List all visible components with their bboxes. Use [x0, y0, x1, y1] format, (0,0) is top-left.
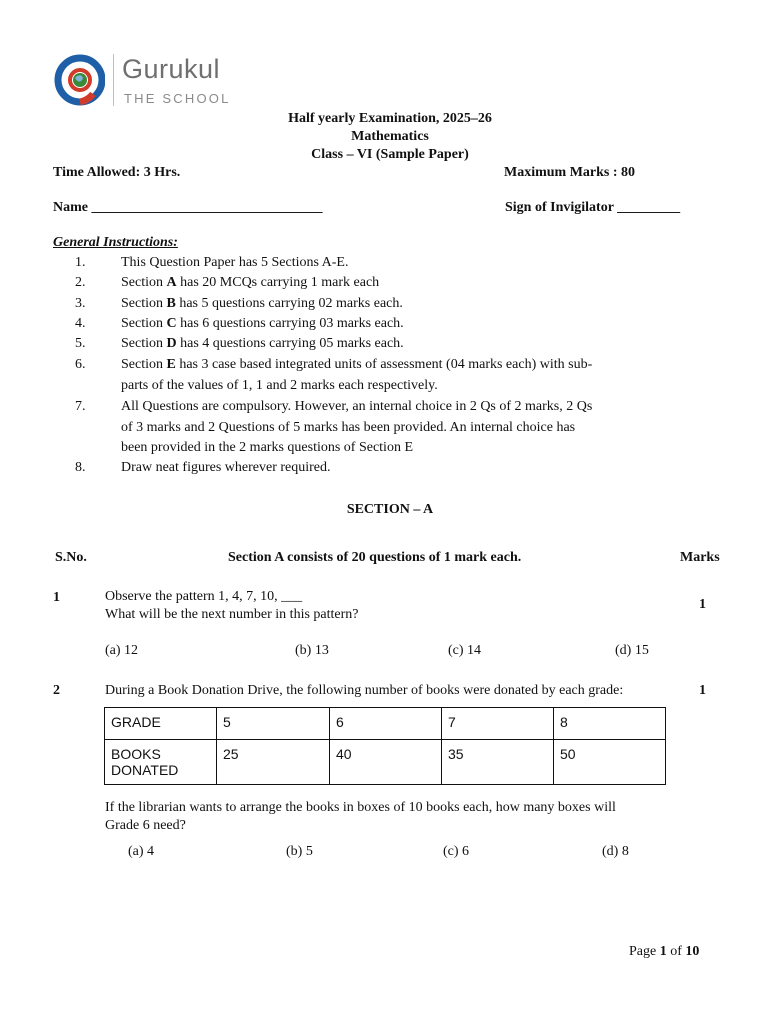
section-title: SECTION – A	[346, 502, 434, 517]
page-label: of	[666, 944, 686, 959]
subject-title: Mathematics	[351, 129, 429, 144]
question-text: Grade 6 need?	[105, 818, 186, 833]
text-part: been provided in the 2 marks questions of Section E	[121, 440, 413, 455]
col-marks: Marks	[680, 550, 720, 565]
text-part: All Questions are compulsory. However, an internal choice in 2 Qs of 2 marks, 2 Qs	[121, 399, 593, 414]
instruction-number: 2.	[75, 275, 86, 290]
table-cell: GRADE	[105, 708, 217, 740]
instruction-number: 7.	[75, 399, 86, 414]
option-d: (d) 8	[602, 844, 629, 859]
total-pages: 10	[685, 944, 700, 959]
instruction-number: 5.	[75, 336, 86, 351]
question-text: If the librarian wants to arrange the books in boxes of 10 books each, how many boxes will	[105, 800, 616, 815]
table-row	[105, 740, 666, 785]
section-letter: C	[166, 316, 177, 331]
table-cell: 8	[554, 708, 666, 740]
text-part: has 5 questions carrying 02 marks each.	[175, 296, 403, 311]
cell-text: DONATED	[111, 762, 179, 778]
instruction-text	[121, 314, 641, 335]
instruction-number: 4.	[75, 316, 86, 331]
option-b: (b) 13	[295, 643, 329, 658]
option-c: (c) 6	[443, 844, 470, 859]
table-cell: 5	[217, 708, 330, 740]
maximum-marks: Maximum Marks : 80	[504, 165, 636, 180]
instruction-text	[121, 397, 641, 459]
text-part: of 3 marks and 2 Questions of 5 marks has been provided. An internal choice has	[121, 419, 576, 435]
text-part: Section	[121, 316, 167, 331]
text-part: Section	[121, 296, 167, 311]
instruction-number: 6.	[75, 357, 86, 372]
instruction-number: 8.	[75, 460, 86, 475]
option-b: (b) 5	[286, 844, 313, 859]
invigilator-sign: Sign of Invigilator _________	[505, 200, 681, 215]
table-cell: 40	[330, 740, 442, 785]
instruction-text	[121, 294, 641, 315]
question-marks: 1	[699, 683, 706, 698]
table-cell: 6	[330, 708, 442, 740]
question-number: 1	[53, 590, 60, 605]
col-sno: S.No.	[55, 550, 87, 565]
section-letter: E	[166, 357, 176, 372]
text-part: has 4 questions carrying 05 marks each.	[176, 336, 404, 351]
text-part: Section	[121, 336, 167, 351]
table-cell: 25	[217, 740, 330, 785]
current-page: 1	[659, 944, 667, 959]
instructions-title: General Instructions:	[53, 235, 178, 250]
page-number	[629, 944, 699, 960]
col-description: Section A consists of 20 questions of 1 mark each.	[228, 550, 522, 565]
class-title: Class – VI (Sample Paper)	[311, 147, 469, 162]
gurukul-logo-icon	[53, 52, 105, 108]
text-part: has 20 MCQs carrying 1 mark each	[176, 275, 380, 290]
instruction-text	[121, 355, 641, 396]
text-part: Section	[121, 275, 167, 290]
text-part: has 3 case based integrated units of assessment (04 marks each) with sub-	[175, 357, 593, 372]
time-allowed: Time Allowed: 3 Hrs.	[53, 165, 181, 180]
instruction-text: This Question Paper has 5 Sections A-E.	[121, 255, 349, 270]
instruction-text: Draw neat figures wherever required.	[121, 460, 331, 475]
text-part: parts of the values of 1, 1 and 2 marks each respectively.	[121, 377, 438, 393]
question-marks: 1	[699, 597, 706, 612]
books-donated-table	[104, 707, 666, 785]
text-part: has 6 questions carrying 03 marks each.	[176, 316, 404, 331]
cell-text: BOOKS	[111, 746, 161, 762]
question-text: What will be the next number in this pattern?	[105, 607, 359, 622]
name-field	[53, 200, 323, 216]
exam-title: Half yearly Examination, 2025–26	[288, 111, 492, 126]
option-a: (a) 12	[105, 643, 139, 658]
logo-divider	[113, 54, 114, 106]
name-line: _________________________________	[91, 200, 323, 215]
instruction-text	[121, 334, 641, 355]
instruction-text	[121, 273, 641, 294]
logo-name: Gurukul	[122, 54, 221, 84]
logo-subtitle: THE SCHOOL	[124, 91, 231, 106]
name-label: Name	[53, 200, 88, 215]
option-d: (d) 15	[615, 643, 649, 658]
instruction-number: 1.	[75, 255, 86, 270]
text-part: Section	[121, 357, 167, 372]
table-cell: 7	[442, 708, 554, 740]
question-text: Observe the pattern 1, 4, 7, 10, ___	[105, 589, 303, 604]
option-c: (c) 14	[448, 643, 482, 658]
question-number: 2	[53, 683, 60, 698]
section-letter: D	[166, 336, 177, 351]
table-cell: 35	[442, 740, 554, 785]
question-text: During a Book Donation Drive, the following number of books were donated by each grade:	[105, 683, 624, 698]
table-cell: 50	[554, 740, 666, 785]
option-a: (a) 4	[128, 844, 155, 859]
table-cell	[105, 740, 217, 785]
page-label: Page	[629, 944, 660, 959]
section-letter: B	[166, 296, 176, 311]
section-letter: A	[166, 275, 177, 290]
instruction-number: 3.	[75, 296, 86, 311]
table-row	[105, 708, 666, 740]
